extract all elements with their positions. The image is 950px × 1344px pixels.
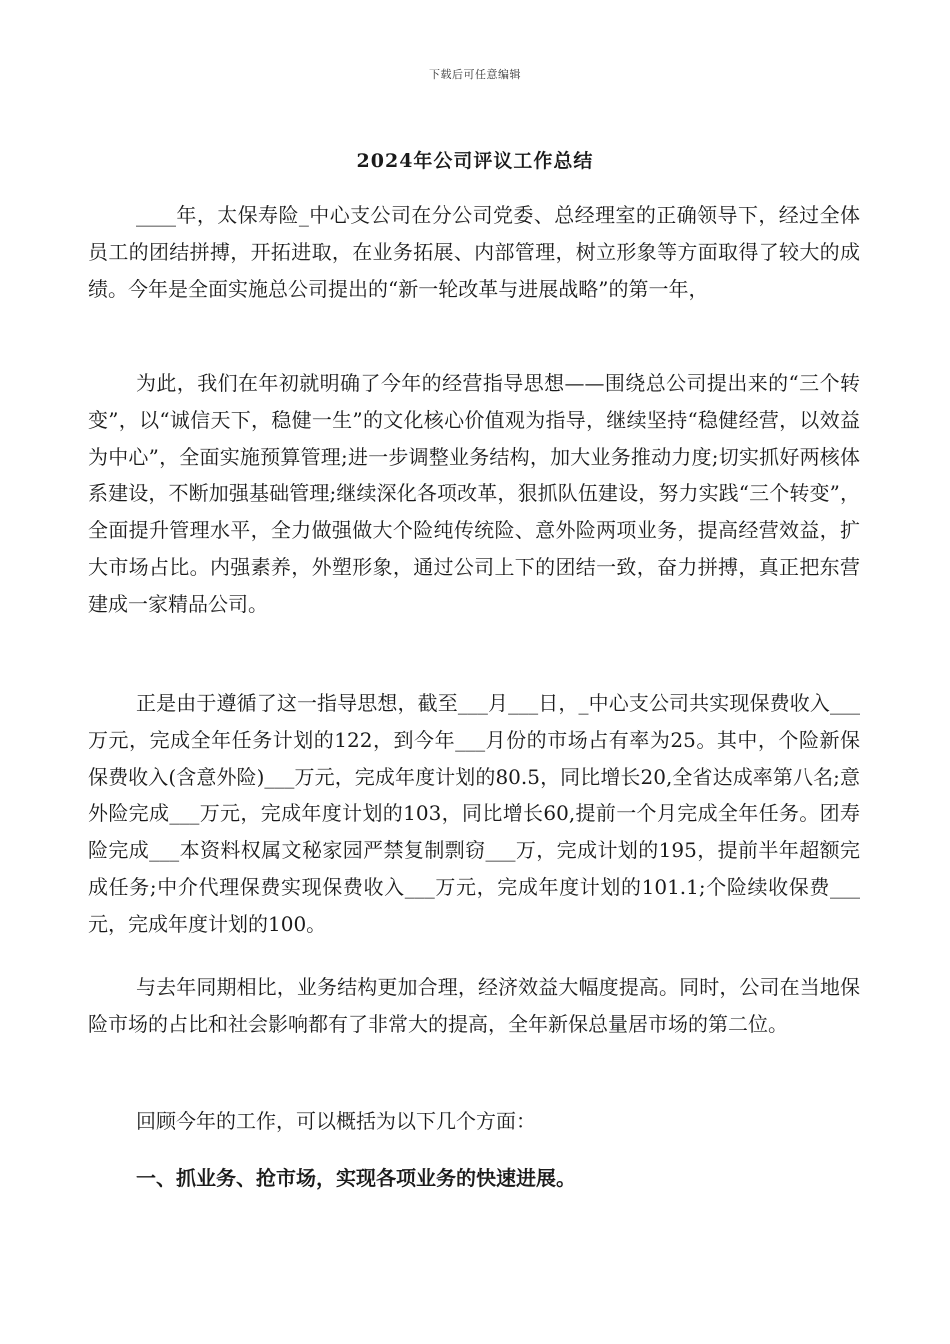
paragraph-1: ____年，太保寿险_中心支公司在分公司党委、总经理室的正确领导下，经过全体员工的团结拼搏，开拓进取，在业务拓展、内部管理，树立形象等方面取得了较大的成绩。今年是全面实施总公司提出的“新一轮改革与进展战略”的第一年，	[88, 203, 860, 301]
paragraph-4: 与去年同期相比，业务结构更加合理，经济效益大幅度提高。同时，公司在当地保险市场的占比和社会影响都有了非常大的提高，全年新保总量居市场的第二位。	[88, 975, 860, 1036]
paragraph-3: 正是由于遵循了这一指导思想，截至___月___日，_中心支公司共实现保费收入___万元，完成全年任务计划的122，到今年___月份的市场占有率为25。其中，个险新保保费收入(含意外险)___万元，完成年度计划的80.5，同比增长20,全省达成率第八名;意外险完成___万元，完成年度计划的103，同比增长60,提前一个月完成全年任务。团寿险完成___本资料权属文秘家园严禁复制剽窃___万，完成计划的195，提前半年超额完成任务;中介代理保费实现保费收入___万元，完成年度计划的101.1;个险续收保费___元，完成年度计划的100。	[88, 691, 860, 936]
paragraph-5: 回顾今年的工作，可以概括为以下几个方面：	[136, 1109, 536, 1133]
header-note: 下载后可任意编辑	[429, 68, 521, 81]
section-heading-1: 一、抓业务、抢市场，实现各项业务的快速进展。	[136, 1166, 576, 1190]
paragraph-2: 为此，我们在年初就明确了今年的经营指导思想——围绕总公司提出来的“三个转变”，以“诚信天下，稳健一生”的文化核心价值观为指导，继续坚持“稳健经营，以效益为中心”，全面实施预算管理;进一步调整业务结构，加大业务推动力度;切实抓好两核体系建设，不断加强基础管理;继续深化各项改革，狠抓队伍建设，努力实践“三个转变”，全面提升管理水平，全力做强做大个险纯传统险、意外险两项业务，提高经营效益，扩大市场占比。内强素养，外塑形象，通过公司上下的团结一致，奋力拼搏，真正把东营建成一家精品公司。	[88, 371, 860, 616]
document-title: 2024年公司评议工作总结	[356, 150, 594, 172]
